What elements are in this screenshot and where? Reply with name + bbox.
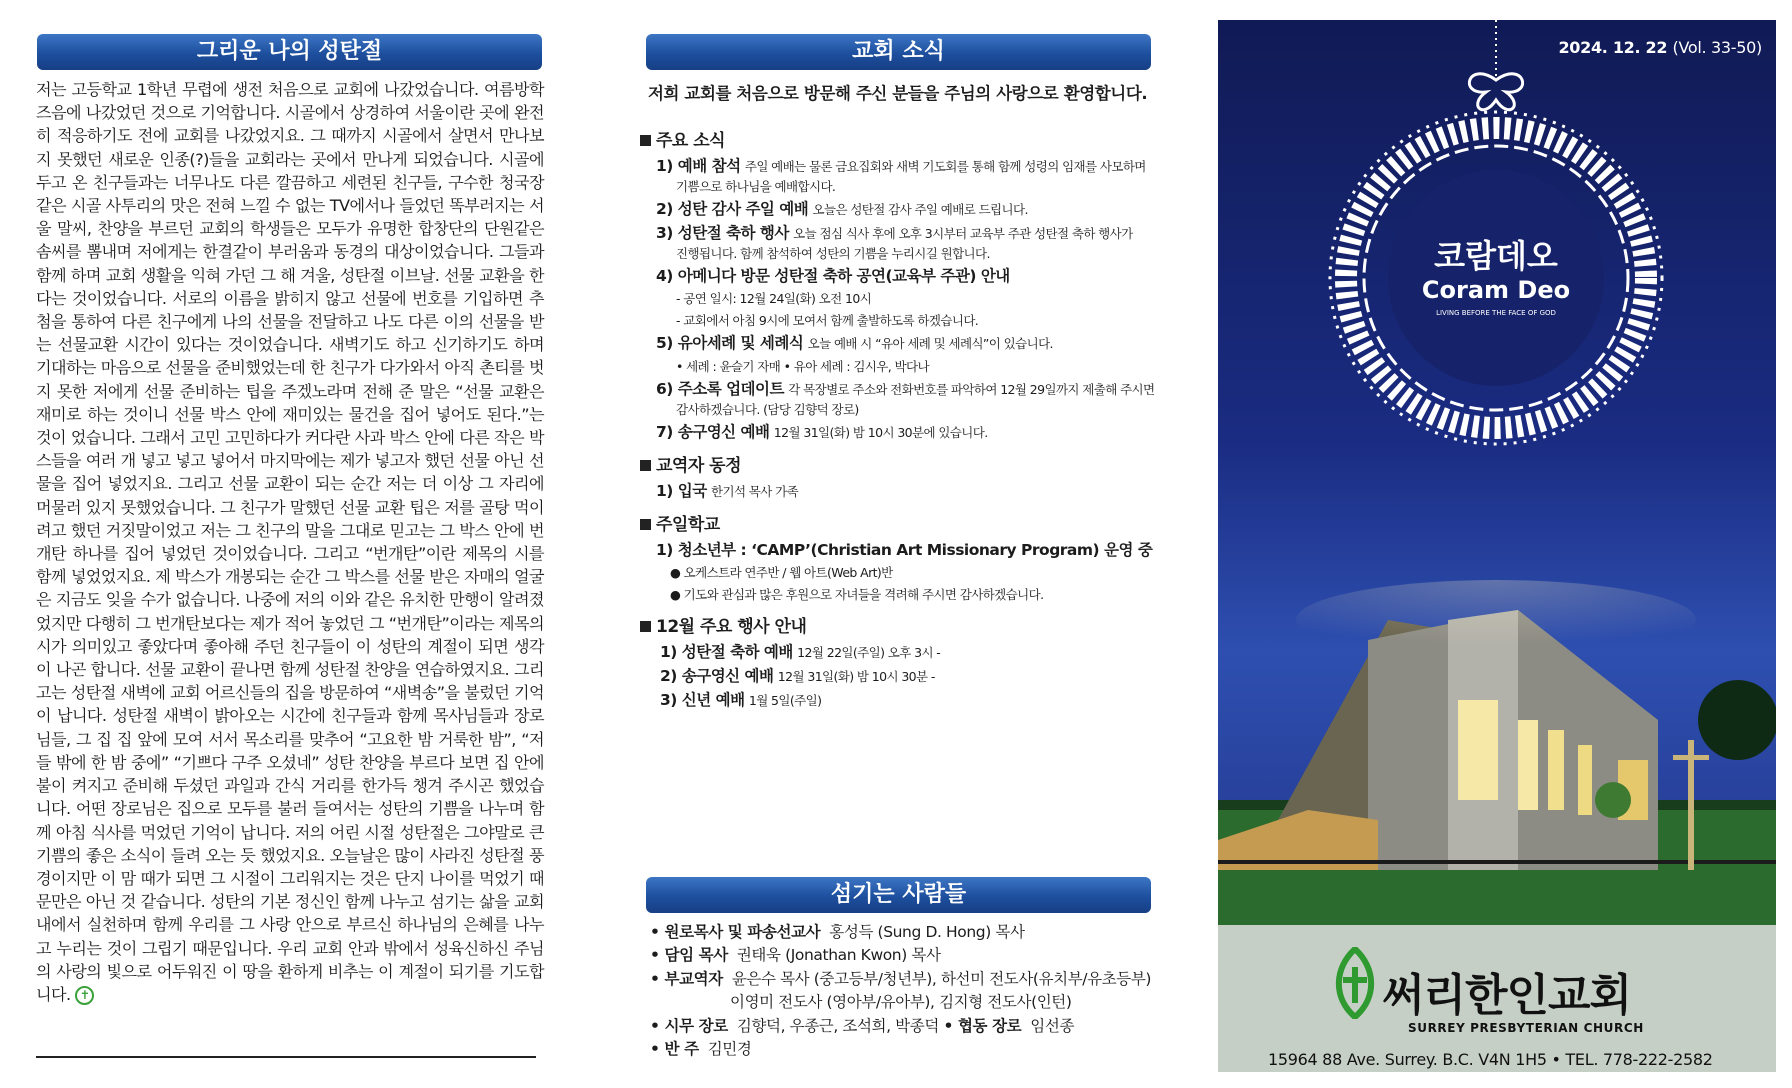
news-item-3-cont: 진행됩니다. 함께 참석하여 성탄의 기쁨을 누리시길 원합니다.	[676, 246, 990, 261]
square-bullet-icon	[640, 621, 651, 632]
news-title: 교회 소식	[852, 39, 945, 64]
section-heading: 주일학교	[656, 515, 720, 535]
servant-name: 김향덕, 우종근, 조석희, 박종덕	[736, 1016, 939, 1035]
servant-row	[650, 1015, 1170, 1038]
wreath-icon	[1330, 20, 1662, 444]
item-title: 7) 송구영신 예배	[656, 423, 770, 441]
servants-list	[650, 921, 1170, 1061]
item-title: 4) 아메니다 방문 성탄절 축하 공연(교육부 주관) 안내	[656, 267, 1010, 285]
cover-english-title: Coram Deo	[1421, 276, 1571, 304]
servant-row	[650, 921, 1170, 944]
section-staff-news	[640, 451, 1160, 476]
item-desc: 12월 31일(화) 밤 10시 30분에 있습니다.	[773, 425, 988, 440]
servant-name: 홍성득 (Sung D. Hong) 목사	[829, 923, 1025, 941]
news-title-banner	[646, 34, 1151, 70]
news-item-4	[656, 266, 1160, 286]
item-desc: 오늘 예배 시 “유아 세례 및 세례식”이 있습니다.	[807, 336, 1053, 351]
news-item-6	[656, 379, 1160, 400]
school-item-1	[656, 540, 1160, 560]
item-title: 1) 성탄절 축하 예배	[660, 643, 793, 661]
item-desc: 1월 5일(주일)	[748, 693, 822, 708]
news-item-2	[656, 199, 1160, 220]
school-sub-1: ● 오케스트라 연주반 / 웹 아트(Web Art)반	[670, 565, 893, 580]
church-address: 15964 88 Ave. Surrey. B.C. V4N 1H5 • TEL. 778-222-2582	[1268, 1050, 1713, 1069]
item-desc: 오늘은 성탄절 감사 주일 예배로 드립니다.	[812, 202, 1028, 217]
item-title: 6) 주소록 업데이트	[656, 380, 784, 398]
cover-tagline: LIVING BEFORE THE FACE OF GOD	[1436, 309, 1556, 317]
section-main-news	[640, 126, 1160, 151]
servants-title: 섬기는 사람들	[830, 882, 967, 907]
servant-name: 권태욱 (Jonathan Kwon) 목사	[736, 946, 941, 965]
item-desc: 12월 31일(화) 밤 10시 30분 -	[777, 669, 935, 684]
square-bullet-icon	[640, 460, 651, 471]
square-bullet-icon	[640, 519, 651, 530]
church-info-panel	[1218, 925, 1776, 1072]
essay-title-banner	[37, 34, 542, 70]
servants-title-banner	[646, 877, 1151, 913]
item-title: 5) 유아세례 및 세례식	[656, 334, 804, 352]
church-name-english: SURREY PRESBYTERIAN CHURCH	[1408, 1021, 1644, 1035]
square-bullet-icon	[640, 135, 651, 146]
servant-role: • 협동 장로	[943, 1016, 1022, 1035]
servant-name: 임선종	[1030, 1016, 1075, 1035]
news-content	[640, 118, 1160, 714]
news-item-4-sub1: - 공연 일시: 12월 24일(화) 오전 10시	[676, 291, 872, 306]
church-logo-icon	[1330, 947, 1380, 1019]
item-desc: 각 목장별로 주소와 전화번호를 파악하여 12월 29일까지 제출해 주시면	[788, 382, 1155, 397]
section-december-events	[640, 612, 1160, 637]
dec-item-3	[660, 690, 1160, 711]
servant-role: • 시무 장로	[650, 1016, 728, 1035]
staff-news-item-1	[656, 481, 1160, 502]
section-heading: 교역자 동정	[656, 456, 742, 476]
section-heading: 12월 주요 행사 안내	[656, 617, 807, 637]
church-cross-icon: ✝	[75, 986, 94, 1005]
church-building-photo	[1218, 580, 1776, 925]
news-item-5-sub: • 세례 : 윤슬기 자매 • 유아 세례 : 김시우, 박다나	[676, 359, 929, 374]
news-item-7	[656, 422, 1160, 443]
cover-korean-title: 코람데오	[1434, 237, 1558, 275]
dec-item-1	[660, 642, 1160, 663]
welcome-message: 저희 교회를 처음으로 방문해 주신 분들을 주님의 사랑으로 환영합니다.	[648, 84, 1148, 103]
servant-name: 윤은수 목사 (중고등부/청년부), 하선미 전도사(유치부/유초등부)	[731, 969, 1152, 988]
section-sunday-school	[640, 510, 1160, 535]
date-text: 2024. 12. 22	[1558, 38, 1668, 57]
item-title: 3) 성탄절 축하 행사	[656, 224, 789, 242]
cover-panel	[1218, 20, 1776, 1072]
news-item-3	[656, 223, 1160, 244]
cover-artwork	[1218, 20, 1776, 925]
church-name-korean: 써리한인교회	[1382, 970, 1632, 1021]
servant-role: • 부교역자	[650, 969, 723, 988]
dec-item-2	[660, 666, 1160, 687]
servant-row	[650, 944, 1170, 967]
news-item-5	[656, 333, 1160, 354]
item-desc: 주일 예배는 물론 금요집회와 새벽 기도회를 통해 함께 성령의 임재를 사모하며	[744, 159, 1146, 174]
item-title: 1) 입국	[656, 482, 707, 500]
servant-name: 김민경	[707, 1040, 752, 1059]
servant-row	[650, 968, 1170, 991]
item-title: 1) 예배 참석	[656, 157, 741, 175]
item-desc: 한기석 목사 가족	[711, 484, 799, 499]
section-heading: 주요 소식	[656, 131, 726, 151]
servant-role: • 반 주	[650, 1040, 699, 1059]
item-title: 2) 송구영신 예배	[660, 667, 774, 685]
school-sub-2: ● 기도와 관심과 많은 후원으로 자녀들을 격려해 주시면 감사하겠습니다.	[670, 587, 1044, 602]
item-desc: 12월 22일(주일) 오후 3시 -	[797, 645, 941, 660]
servant-row	[650, 1038, 1170, 1061]
essay-text: 저는 고등학교 1학년 무렵에 생전 처음으로 교회에 나갔었습니다. 여름방학 즈음에 나갔었던 것으로 기억합니다. 시골에서 상경하여 서울이란 곳에 완전히 적응하기도 전에 교회를 나갔었지요. 그 때까지 시골에서 살면서 만나보지 못했던 새로운 인종(?)들을 교회라는 곳에서 만나게 되었습니다. 시골에 두고 온 친구들과는 너무나도 다른 깔끔하고 세련된 친구들, 구수한 청국장 같은 시골 사투리의 맛은 전혀 느낄 수 없는 TV에서나 들었던 똑부러지는 서울 말씨, 찬양을 부르던 교회의 학생들은 모두가 유명한 합창단의 단원같은 솜씨를 뽐내며 저에게는 한결같이 부러움과 동경의 대상이었습니다. 그들과 함께 하며 교회 생활을 익혀 가던 그 해 겨울, 성탄절 이브날. 선물 교환을 한다는 것이었습니다. 서로의 이름을 밝히지 않고 선물에 번호를 기입하면 추첨을 통하여 다른 친구에게 나의 선물을 전달하고 나도 다른 이의 선물을 받는 선물교환 시간이 있다는 것이었습니다. 새벽기도 하고 신기하기도 하며 기대하는 마음으로 선물을 준비했었는데 한 친구가 다가와서 아직 촌티를 벗지 못한 저에게 선물 준비하는 팁을 주겠노라며 전해 준 말은 “선물 교환은 재미로 하는 것이니 선물 박스 안에 재미있는 물건을 집어 넣어도 된다.”는 것이 었습니다. 그래서 고민 고민하다가 커다란 사과 박스 안에 다른 작은 박스들을 여러 개 넣고 넣고 넣어서 마지막에는 제가 넣고자 했던 선물 아닌 선물을 집어 넣었지요. 그리고 선물 교환이 되는 순간 저는 더 이상 그 자리에 머물러 있지 못했었습니다. 그 친구가 말했던 선물 교환 팁은 저를 골탕 먹이려고 했던 거짓말이었고 저는 그 친구의 말을 그대로 믿고는 그 박스 안에 번개탄 하나를 집어 넣었던 것이었습니다. 그리고 “번개탄”이란 제목의 시를 함께 넣었었지요. 제 박스가 개봉되는 순간 그 박스를 선물 받은 자매의 얼굴은 지금도 잊을 수가 없습니다. 나중에 저의 이와 같은 유치한 만행이 알려졌었지만 다행히 그 번개탄보다는 제가 적어 놓었던 그 “번개탄”이라는 제목의 시가 의미있고 좋았다며 좋아해 주던 친구들이 이 성탄의 계절이 되면 생각이 나곤 합니다. 선물 교환이 끝나면 함께 성탄절 찬양을 연습하였지요. 그리고는 성탄절 새벽에 교회 어르신들의 집을 방문하여 “새벽송”을 불렀던 기억이 납니다. 성탄절 새벽이 밝아오는 시간에 친구들과 함께 목사님들과 장로님들, 그 집 집 앞에 모여 서서 목소리를 맞추어 “고요한 밤 거룩한 밤”, “저 들 밖에 한 밤 중에” “기쁘다 구주 오셨네” 성탄 찬양을 부르다 보면 집 안에 불이 켜지고 준비해 두셨던 과일과 간식 거리를 한가득 챙겨 주시곤 했었습니다. 어떤 장로님은 집으로 모두를 불러 들여서는 성탄의 기쁨을 나누며 함께 아침 식사를 먹었던 기억이 납니다. 저의 어린 시절 성탄절은 그야말로 큰 기쁨의 좋은 소식이 들려 오는 듯 했었지요. 오늘날은 많이 사라진 성탄절 풍경이지만 이 맘 때가 되면 그 시절이 그리워지는 것은 단지 나이를 먹었기 때문만은 아닌 것 같습니다. 성탄의 기본 정신인 함께 나누고 섬기는 삶을 교회 내에서 실천하며 함께 우리를 그 사랑 안으로 부르신 하나님의 은혜를 나누고 누리는 것이 그립기 때문입니다. 우리 교회 안과 밖에서 성육신하신 주님의 사랑의 빛으로 어두워진 이 땅을 환하게 비추는 이 계절이 되기를 기도합니다.	[36, 80, 544, 1004]
item-title: 3) 신년 예배	[660, 691, 745, 709]
news-item-6-cont: 감사하겠습니다. (담당 김향덕 장로)	[676, 402, 859, 417]
news-item-1	[656, 156, 1160, 177]
essay-divider	[36, 1056, 536, 1058]
servant-row-cont: 이영미 전도사 (영아부/유아부), 김지형 전도사(인턴)	[730, 993, 1072, 1012]
item-desc: 오늘 점심 식사 후에 오후 3시부터 교육부 주관 성탄절 축하 행사가	[793, 226, 1133, 241]
item-title: 1) 청소년부 : ‘CAMP’(Christian Art Missionary Program) 운영 중	[656, 541, 1153, 559]
news-item-1-cont: 기쁨으로 하나님을 예배합시다.	[676, 179, 836, 194]
item-title: 2) 성탄 감사 주일 예배	[656, 200, 809, 218]
essay-body	[36, 78, 544, 1006]
essay-title: 그리운 나의 성탄절	[196, 39, 383, 64]
servant-role: • 원로목사 및 파송선교사	[650, 923, 821, 941]
servant-role: • 담임 목사	[650, 946, 728, 965]
volume-text: (Vol. 33-50)	[1672, 38, 1762, 57]
news-item-4-sub2: - 교회에서 아침 9시에 모여서 함께 출발하도록 하겠습니다.	[676, 313, 979, 328]
